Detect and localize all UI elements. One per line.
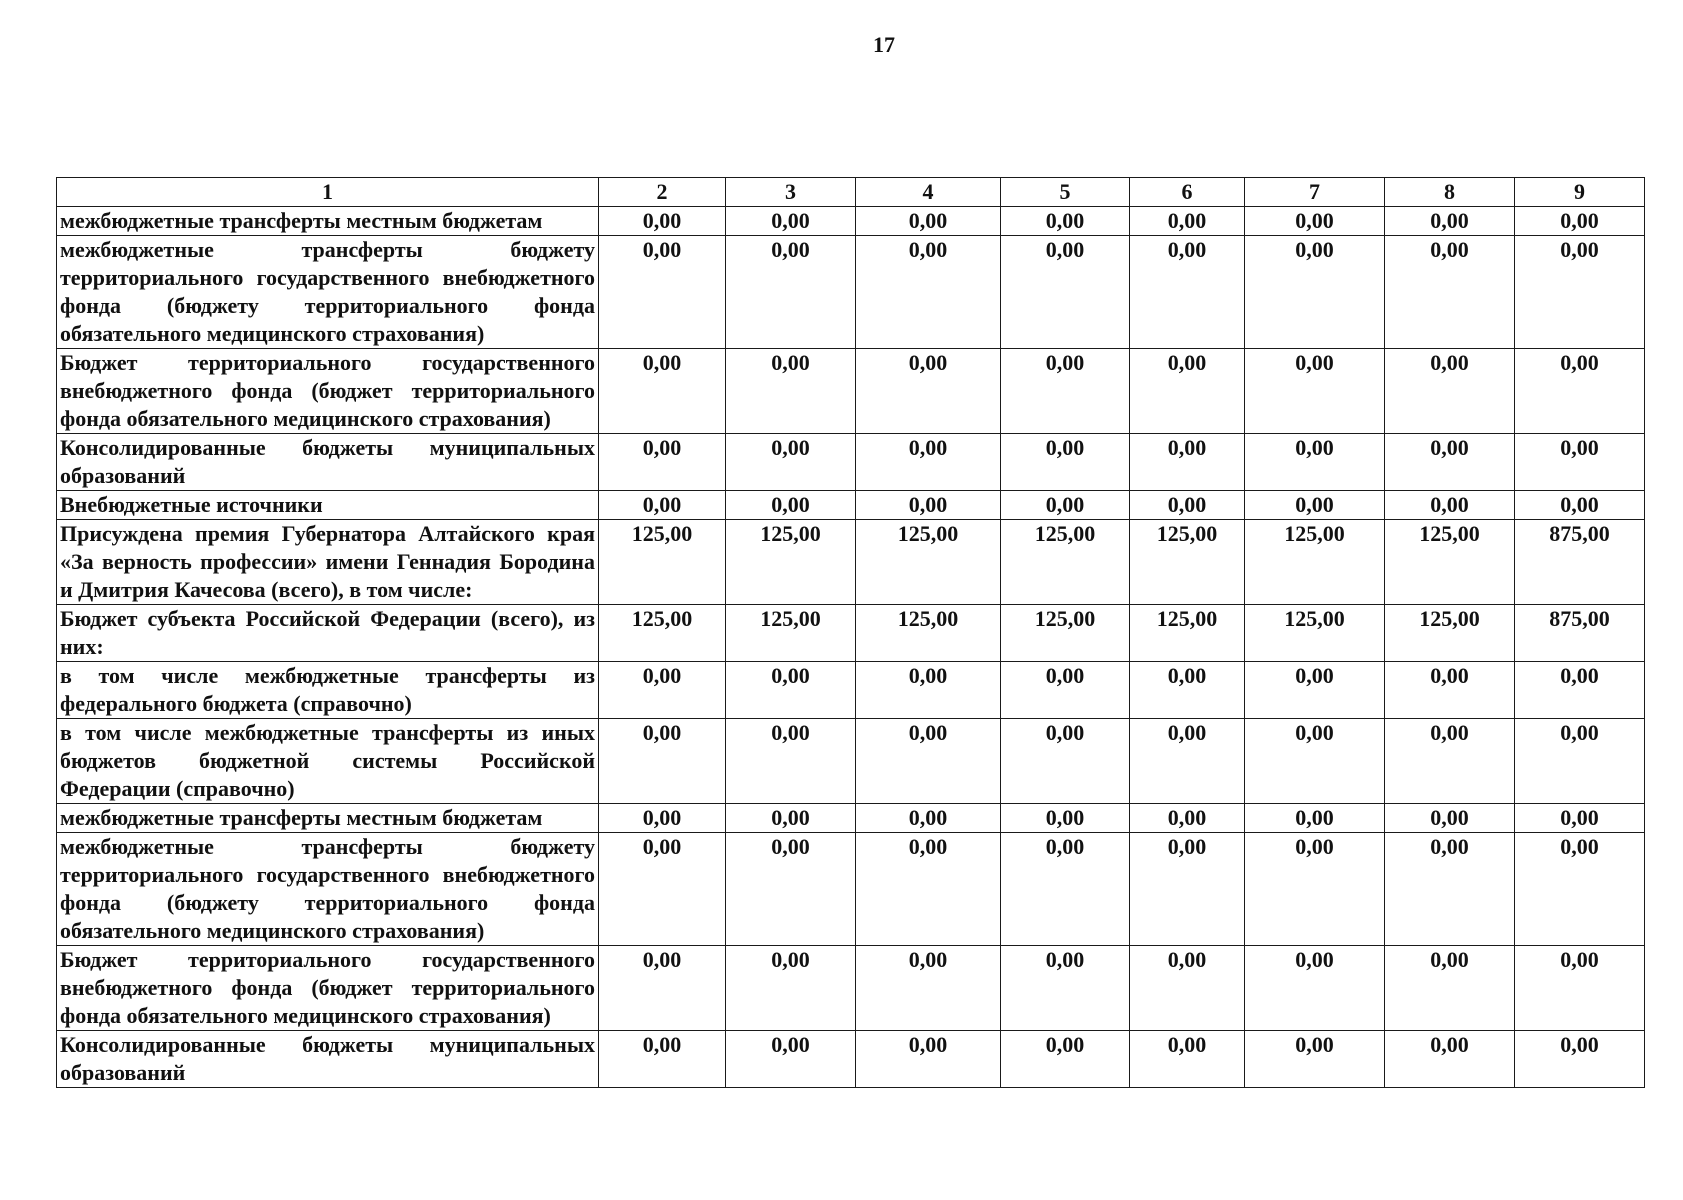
- value-cell: 0,00: [1385, 434, 1515, 491]
- value-cell: 125,00: [599, 520, 726, 605]
- value-cell: 0,00: [1515, 207, 1645, 236]
- value-cell: 0,00: [1385, 946, 1515, 1031]
- value-cell: 0,00: [856, 236, 1001, 349]
- table-row: [57, 349, 1645, 434]
- value-cell: 0,00: [1001, 207, 1130, 236]
- value-cell: 125,00: [856, 605, 1001, 662]
- value-cell: 0,00: [1245, 833, 1385, 946]
- value-cell: 0,00: [1001, 804, 1130, 833]
- value-cell: 125,00: [1245, 605, 1385, 662]
- table-row: [57, 434, 1645, 491]
- table-header-row: [57, 178, 1645, 207]
- value-cell: 125,00: [1001, 520, 1130, 605]
- value-cell: 0,00: [599, 207, 726, 236]
- value-cell: 0,00: [1130, 434, 1245, 491]
- value-cell: 0,00: [1130, 662, 1245, 719]
- row-label: в том числе межбюджетные трансферты из федерального бюджета (справочно): [57, 662, 599, 719]
- page-number: 17: [873, 32, 895, 57]
- value-cell: 125,00: [856, 520, 1001, 605]
- table-row: [57, 946, 1645, 1031]
- value-cell: 0,00: [856, 434, 1001, 491]
- value-cell: 0,00: [1385, 662, 1515, 719]
- value-cell: 0,00: [1001, 662, 1130, 719]
- value-cell: 0,00: [1130, 236, 1245, 349]
- value-cell: 0,00: [1385, 719, 1515, 804]
- value-cell: 0,00: [856, 719, 1001, 804]
- value-cell: 0,00: [1130, 1031, 1245, 1088]
- value-cell: 0,00: [1515, 804, 1645, 833]
- value-cell: 0,00: [599, 349, 726, 434]
- row-label: Бюджет субъекта Российской Федерации (всего), из них:: [57, 605, 599, 662]
- value-cell: 0,00: [1385, 804, 1515, 833]
- value-cell: 875,00: [1515, 520, 1645, 605]
- table-row: [57, 833, 1645, 946]
- value-cell: 125,00: [1130, 605, 1245, 662]
- row-label: Консолидированные бюджеты муниципальных образований: [57, 434, 599, 491]
- value-cell: 125,00: [1245, 520, 1385, 605]
- value-cell: 0,00: [726, 719, 856, 804]
- value-cell: 0,00: [1385, 833, 1515, 946]
- value-cell: 0,00: [599, 434, 726, 491]
- value-cell: 0,00: [726, 804, 856, 833]
- value-cell: 125,00: [726, 605, 856, 662]
- value-cell: 0,00: [856, 833, 1001, 946]
- column-header: 6: [1130, 178, 1245, 207]
- value-cell: 0,00: [1515, 946, 1645, 1031]
- value-cell: 0,00: [599, 719, 726, 804]
- column-header: 2: [599, 178, 726, 207]
- table-row: [57, 236, 1645, 349]
- row-label: в том числе межбюджетные трансферты из иных бюджетов бюджетной системы Российской Федерации (справочно): [57, 719, 599, 804]
- column-header: 5: [1001, 178, 1130, 207]
- row-label: Консолидированные бюджеты муниципальных образований: [57, 1031, 599, 1088]
- value-cell: 0,00: [726, 662, 856, 719]
- value-cell: 0,00: [1385, 236, 1515, 349]
- value-cell: 0,00: [1001, 1031, 1130, 1088]
- value-cell: 0,00: [599, 1031, 726, 1088]
- value-cell: 0,00: [599, 491, 726, 520]
- value-cell: 0,00: [1385, 491, 1515, 520]
- value-cell: 0,00: [1515, 719, 1645, 804]
- row-label: Бюджет территориального государственного внебюджетного фонда (бюджет территориального фонда обязательного медицинского страхования): [57, 349, 599, 434]
- row-label: межбюджетные трансферты местным бюджетам: [57, 804, 599, 833]
- value-cell: 125,00: [1130, 520, 1245, 605]
- value-cell: 0,00: [1245, 349, 1385, 434]
- value-cell: 0,00: [1130, 719, 1245, 804]
- value-cell: 0,00: [1130, 207, 1245, 236]
- value-cell: 0,00: [1130, 349, 1245, 434]
- table-row: [57, 491, 1645, 520]
- value-cell: 0,00: [856, 491, 1001, 520]
- value-cell: 0,00: [1245, 491, 1385, 520]
- value-cell: 125,00: [1385, 605, 1515, 662]
- value-cell: 0,00: [1245, 946, 1385, 1031]
- column-header: 7: [1245, 178, 1385, 207]
- value-cell: 0,00: [1515, 434, 1645, 491]
- value-cell: 0,00: [1001, 349, 1130, 434]
- value-cell: 0,00: [1515, 662, 1645, 719]
- table-row: [57, 804, 1645, 833]
- value-cell: 0,00: [856, 349, 1001, 434]
- value-cell: 0,00: [599, 662, 726, 719]
- value-cell: 0,00: [599, 946, 726, 1031]
- value-cell: 0,00: [1245, 719, 1385, 804]
- value-cell: 0,00: [856, 1031, 1001, 1088]
- table-row: [57, 662, 1645, 719]
- value-cell: 0,00: [726, 833, 856, 946]
- table-row: [57, 719, 1645, 804]
- value-cell: 125,00: [599, 605, 726, 662]
- row-label: межбюджетные трансферты местным бюджетам: [57, 207, 599, 236]
- table-row: [57, 207, 1645, 236]
- row-label: Присуждена премия Губернатора Алтайского края «За верность профессии» имени Геннадия Бородина и Дмитрия Качесова (всего), в том числе:: [57, 520, 599, 605]
- value-cell: 875,00: [1515, 605, 1645, 662]
- value-cell: 0,00: [1515, 1031, 1645, 1088]
- value-cell: 0,00: [599, 804, 726, 833]
- row-label: Внебюджетные источники: [57, 491, 599, 520]
- value-cell: 0,00: [1130, 946, 1245, 1031]
- column-header: 3: [726, 178, 856, 207]
- value-cell: 0,00: [599, 236, 726, 349]
- row-label: межбюджетные трансферты бюджету территориального государственного внебюджетного фонда (бюджету территориального фонда обязательного медицинского страхования): [57, 236, 599, 349]
- value-cell: 0,00: [1001, 833, 1130, 946]
- value-cell: 0,00: [1385, 349, 1515, 434]
- value-cell: 0,00: [1245, 434, 1385, 491]
- value-cell: 0,00: [1001, 946, 1130, 1031]
- table-row: [57, 605, 1645, 662]
- table-row: [57, 520, 1645, 605]
- row-label: межбюджетные трансферты бюджету территориального государственного внебюджетного фонда (бюджету территориального фонда обязательного медицинского страхования): [57, 833, 599, 946]
- value-cell: 125,00: [726, 520, 856, 605]
- budget-table: [56, 177, 1645, 1088]
- value-cell: 0,00: [1245, 207, 1385, 236]
- value-cell: 0,00: [726, 207, 856, 236]
- value-cell: 0,00: [1130, 833, 1245, 946]
- value-cell: 0,00: [1001, 719, 1130, 804]
- value-cell: 125,00: [1001, 605, 1130, 662]
- value-cell: 0,00: [1515, 236, 1645, 349]
- value-cell: 0,00: [1001, 236, 1130, 349]
- value-cell: 0,00: [856, 207, 1001, 236]
- value-cell: 0,00: [726, 491, 856, 520]
- value-cell: 0,00: [726, 236, 856, 349]
- table-row: [57, 1031, 1645, 1088]
- value-cell: 125,00: [1385, 520, 1515, 605]
- value-cell: 0,00: [1515, 833, 1645, 946]
- value-cell: 0,00: [726, 946, 856, 1031]
- column-header: 4: [856, 178, 1001, 207]
- row-label: Бюджет территориального государственного внебюджетного фонда (бюджет территориального фонда обязательного медицинского страхования): [57, 946, 599, 1031]
- value-cell: 0,00: [1385, 1031, 1515, 1088]
- value-cell: 0,00: [1001, 434, 1130, 491]
- value-cell: 0,00: [1245, 804, 1385, 833]
- value-cell: 0,00: [726, 1031, 856, 1088]
- column-header: 9: [1515, 178, 1645, 207]
- value-cell: 0,00: [1385, 207, 1515, 236]
- value-cell: 0,00: [1130, 804, 1245, 833]
- value-cell: 0,00: [1515, 349, 1645, 434]
- value-cell: 0,00: [726, 349, 856, 434]
- column-header: 1: [57, 178, 599, 207]
- value-cell: 0,00: [856, 946, 1001, 1031]
- value-cell: 0,00: [599, 833, 726, 946]
- value-cell: 0,00: [856, 662, 1001, 719]
- value-cell: 0,00: [1130, 491, 1245, 520]
- value-cell: 0,00: [1515, 491, 1645, 520]
- value-cell: 0,00: [1245, 662, 1385, 719]
- value-cell: 0,00: [856, 804, 1001, 833]
- value-cell: 0,00: [1245, 1031, 1385, 1088]
- value-cell: 0,00: [1001, 491, 1130, 520]
- value-cell: 0,00: [726, 434, 856, 491]
- column-header: 8: [1385, 178, 1515, 207]
- value-cell: 0,00: [1245, 236, 1385, 349]
